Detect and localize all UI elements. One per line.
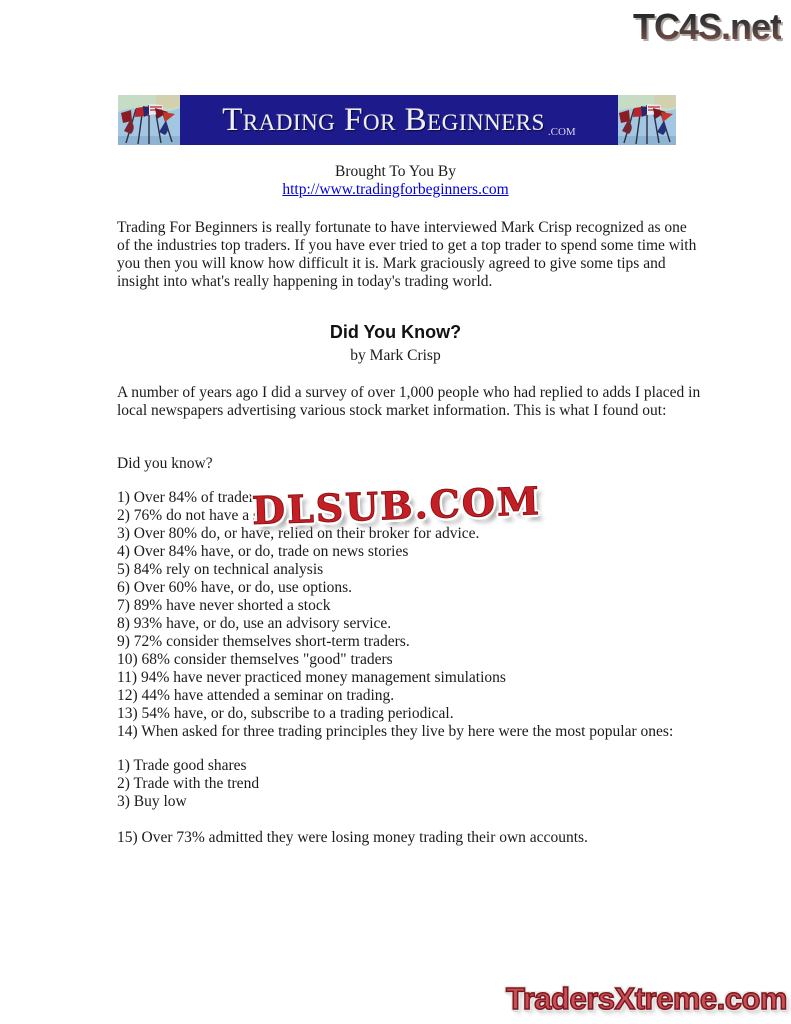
fact-item: 12) 44% have attended a seminar on trading. [117,687,395,704]
fact-item: 8) 93% have, or do, use an advisory service. [117,615,392,632]
fact-item: 4) Over 84% have, or do, trade on news stories [117,543,409,560]
fact-item: 9) 72% consider themselves short-term traders. [117,633,410,650]
fact-item: 11) 94% have never practiced money management simulations [117,669,506,686]
principle-item: 2) Trade with the trend [117,775,260,792]
principles-list [117,757,259,811]
lead-paragraph: A number of years ago I did a survey of over 1,000 people who had replied to adds I placed in local newspapers advertising various stock market information. This is what I found out: [117,384,701,419]
banner-suffix: .COM [547,126,576,138]
tc4s-logo[interactable]: TC4S.net [632,6,781,47]
article-byline: by Mark Crisp [350,347,441,364]
fact-item: 14) When asked for three trading principles they live by here were the most popular ones: [117,723,674,740]
fact-15: 15) Over 73% admitted they were losing money trading their own accounts. [117,829,588,846]
fact-item: 6) Over 60% have, or do, use options. [117,579,353,596]
fact-item: 7) 89% have never shorted a stock [117,597,331,614]
fact-item: 1) Over 84% of traders [117,489,260,506]
intro-paragraph: Trading For Beginners is really fortunate to have interviewed Mark Crisp recognized as one of the industries top traders. If you have ever tried to get a top trader to spend some time with you then you will know how difficult it is. Mark graciously agreed to give some tips and insight into what's really happening in today's trading world. [117,219,697,290]
trading-for-beginners-banner[interactable] [118,95,676,145]
fact-item: 3) Over 80% do, or have, relied on their broker for advice. [117,525,480,542]
flags-image-left [118,95,180,145]
fact-item: 5) 84% rely on technical analysis [117,561,324,578]
principle-item: 1) Trade good shares [117,757,247,774]
brought-by-line: Brought To You By [335,163,456,180]
tradersxtreme-logo[interactable]: TradersXtreme.com [506,981,787,1016]
banner-title: Trading For Beginners [222,101,545,138]
dlsub-watermark[interactable]: DLSUB.COM [251,477,542,534]
fact-item: 2) 76% do not have a s [117,507,260,524]
fact-item: 10) 68% consider themselves "good" traders [117,651,393,668]
article-title: Did You Know? [329,322,462,342]
link-line [0,181,791,199]
fact-item: 13) 54% have, or do, subscribe to a trading periodical. [117,705,454,722]
tradingforbeginners-link[interactable]: http://www.tradingforbeginners.com [282,181,509,198]
did-you-know-line: Did you know? [117,455,213,472]
principle-item: 3) Buy low [117,793,187,810]
banner-text [180,95,618,145]
flags-image-right [618,95,676,145]
